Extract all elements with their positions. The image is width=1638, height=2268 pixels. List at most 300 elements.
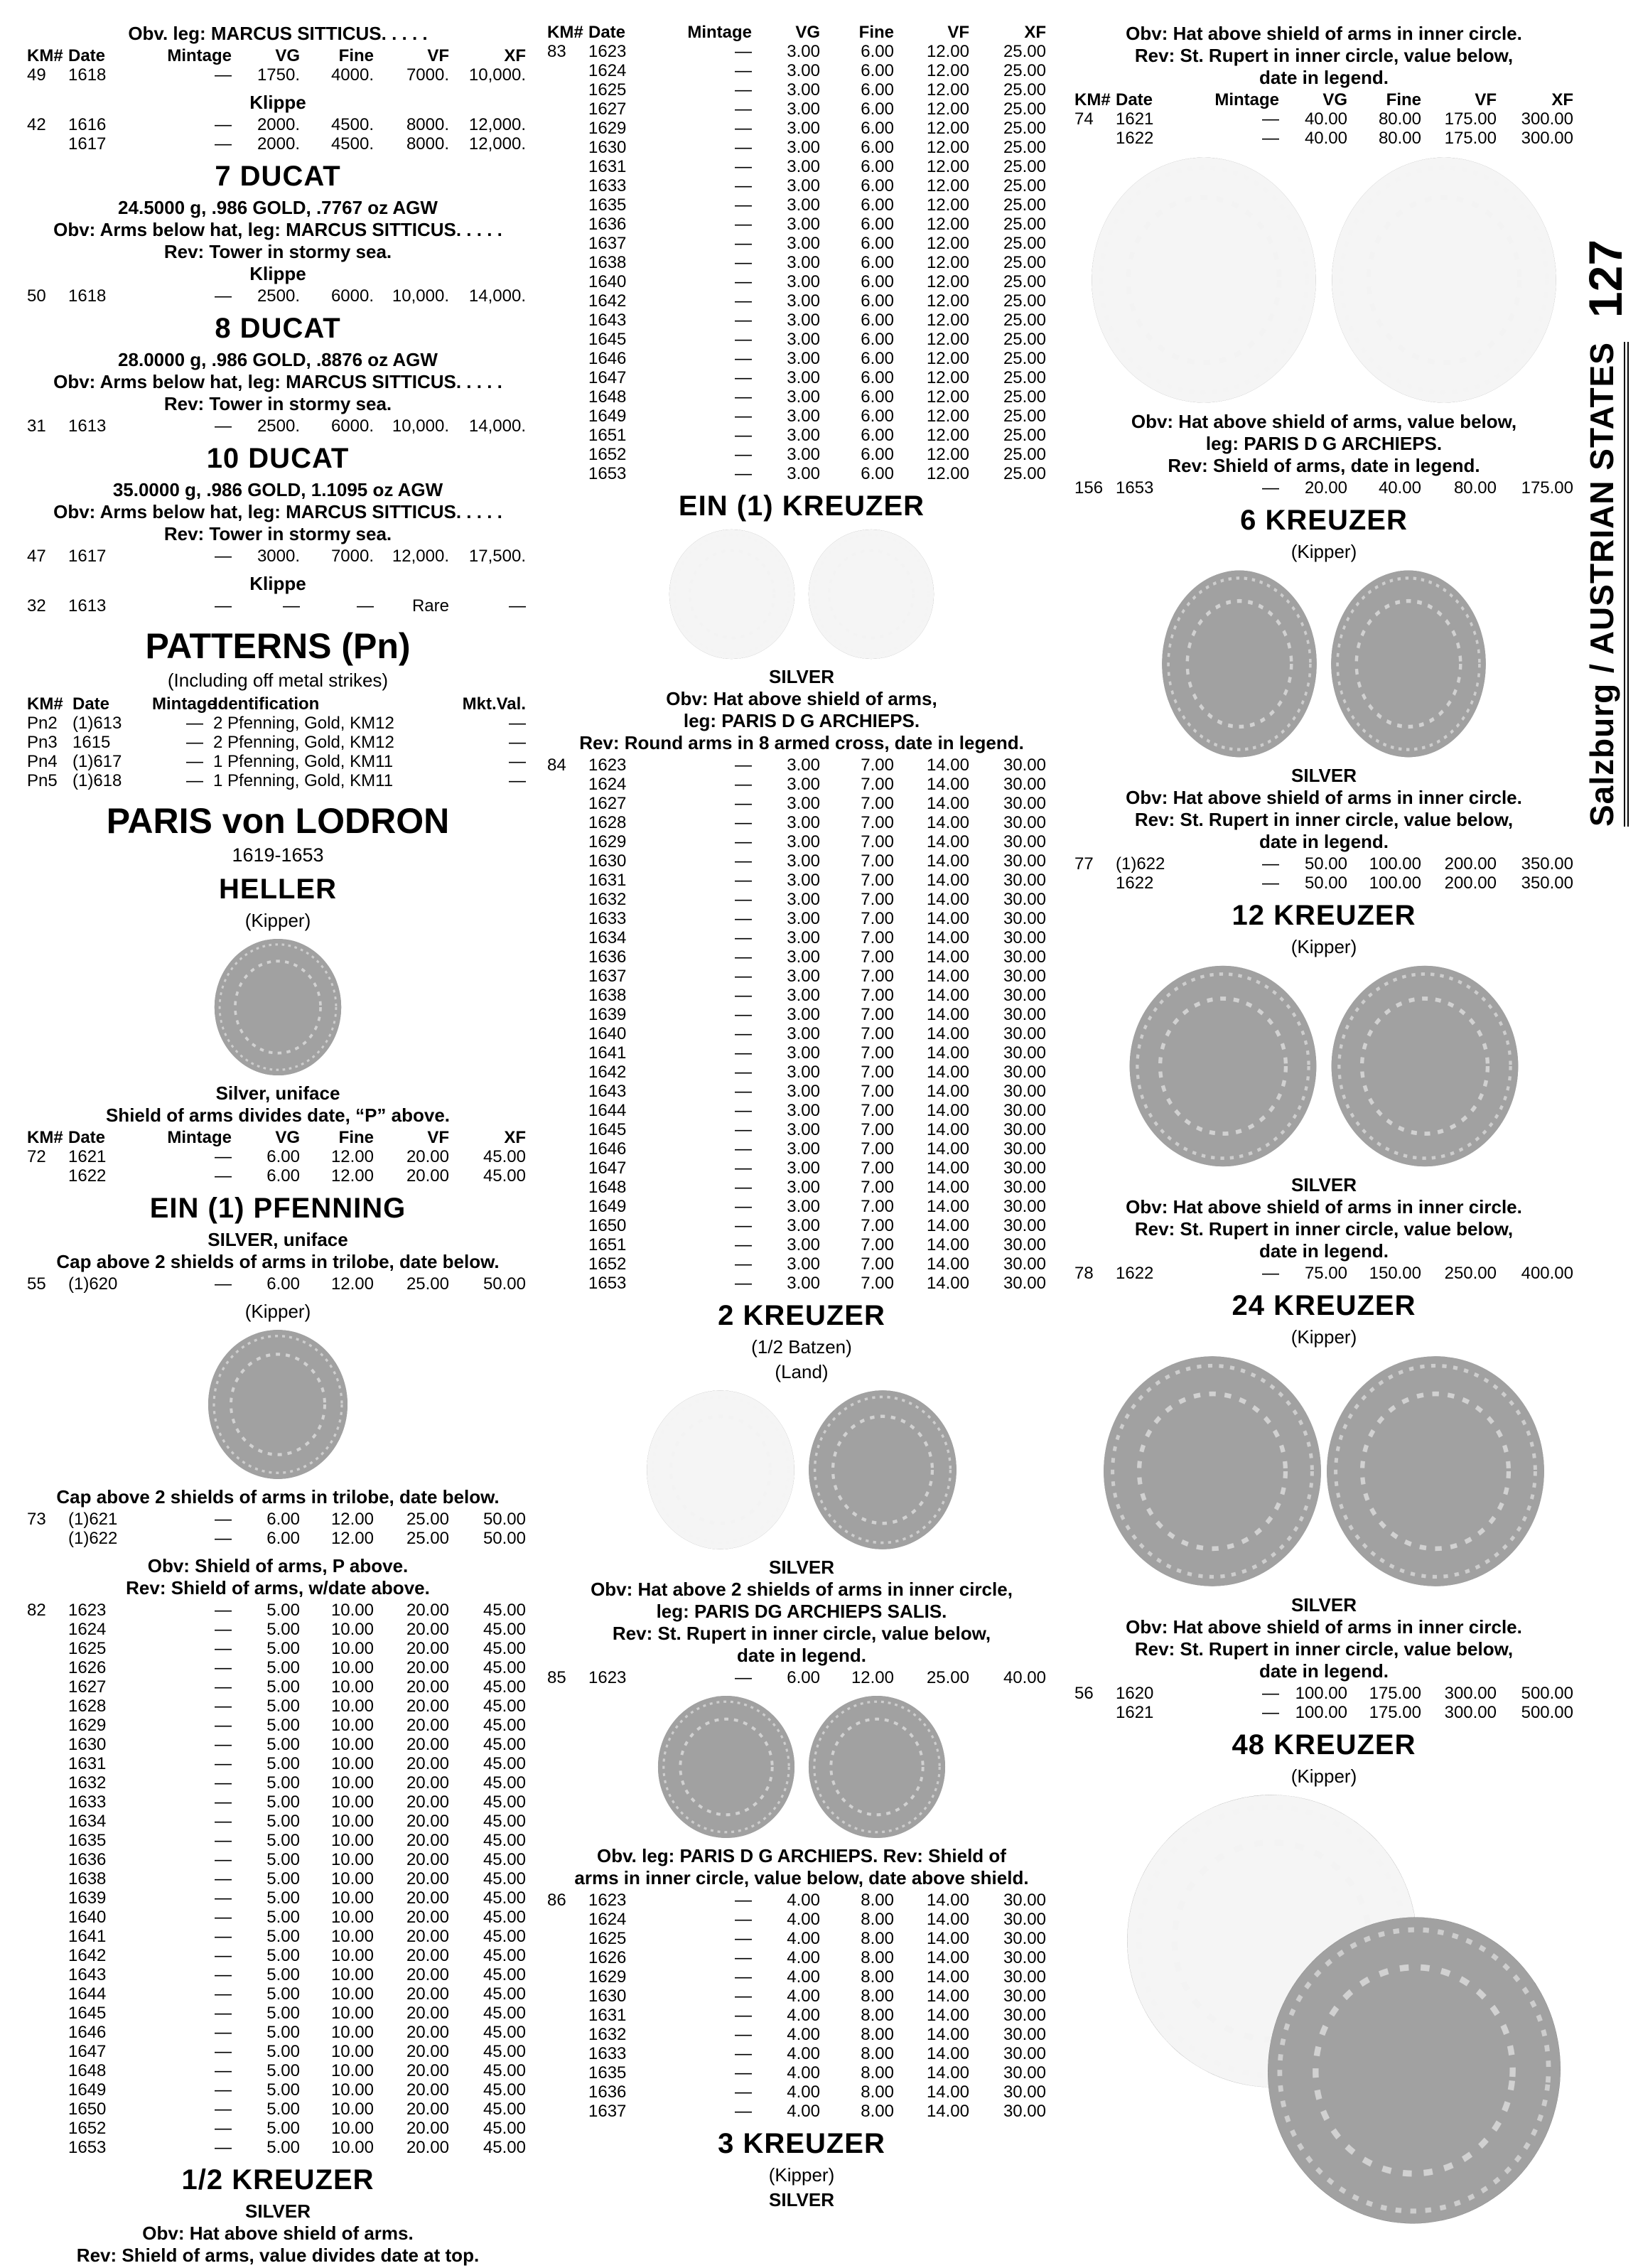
cell: 7.00 [861,1101,894,1120]
cell: 2000. [257,134,300,154]
cell: 12.00 [330,1274,374,1294]
cell: 73 [27,1510,46,1529]
cell: 12.00 [330,1166,374,1186]
description-line: Obv: Hat above shield of arms in inner circle. [1126,23,1522,44]
cell: — [735,2082,752,2102]
cell: — [215,1601,232,1620]
cell: 5.00 [266,1620,300,1639]
cell [547,1254,588,1274]
cell: 45.00 [483,1639,526,1658]
cell: — [215,1735,232,1754]
cell: 1634 [68,1812,107,1831]
cell: 1630 [588,138,627,157]
cell: 3.00 [787,272,820,291]
cell: 6000. [330,286,374,306]
cell: 14.00 [926,832,969,851]
cell: 3.00 [787,909,820,928]
cell: 5.00 [266,1888,300,1908]
rotated-header [1578,240,1632,827]
coin-images-overlapping [1074,1792,1573,2225]
cell: 80.00 [1453,478,1497,498]
table-row [27,115,529,134]
cell: 30.00 [1003,1159,1046,1178]
cell [27,2080,68,2100]
cell: 20.00 [406,1812,449,1831]
cell: 1648 [68,2061,107,2080]
cell: 12.00 [926,42,969,61]
cell: 3.00 [787,1235,820,1254]
cell: 250.00 [1444,1264,1497,1283]
cell: 10.00 [330,2042,374,2061]
description-line: leg: PARIS D G ARCHIEPS. [1205,433,1443,454]
cell: 6.00 [266,1529,300,1548]
cell: 32 [27,596,46,616]
cell: 1641 [68,1927,107,1946]
coin-description [547,666,1056,754]
cell: 300.00 [1444,1684,1497,1703]
cell [27,1793,68,1812]
cell: 14.00 [926,1159,969,1178]
cell: — [735,1668,752,1687]
column-header: XF [1024,23,1046,42]
cell [547,794,588,813]
column-header: Fine [338,46,374,65]
cell: 30.00 [1003,813,1046,832]
table-row [1074,1703,1573,1722]
cell: 500.00 [1521,1703,1573,1722]
section-title-10-ducat: 10 DUCAT [206,443,350,474]
cell: 3.00 [787,1216,820,1235]
cell: 1652 [588,445,627,464]
cell: — [735,80,752,100]
table-row [27,771,529,790]
cell: 1616 [68,115,107,134]
table-row [27,1850,529,1869]
table-row [547,253,1056,272]
coin-photo-obverse [645,1389,796,1551]
cell: 100.00 [1369,874,1421,893]
column-header: Mintage [152,694,217,714]
cell: 3.00 [787,1005,820,1024]
cell: 200.00 [1444,854,1497,874]
cell: 1617 [68,134,107,154]
cell [547,176,588,195]
subtitle-half-batzen: (1/2 Batzen) [751,1336,852,1358]
column-header: Mintage [1214,90,1279,109]
cell: — [735,775,752,794]
cell: 7.00 [861,794,894,813]
cell: 7.00 [861,1254,894,1274]
coin-description [27,1229,529,1273]
cell: — [215,1793,232,1812]
cell: 1624 [588,1910,627,1929]
cell: 7.00 [861,1216,894,1235]
cell: 14.00 [926,1178,969,1197]
column-header: XF [1551,90,1573,109]
cell: 1641 [588,1043,627,1063]
coin-images [547,1694,1056,1839]
table-row [27,2004,529,2023]
cell: 6.00 [787,1668,820,1687]
cell: 1625 [588,80,627,100]
description-line: Rev: Shield of arms, date in legend. [1168,455,1480,476]
cell: 6.00 [861,407,894,426]
cell: 45.00 [483,1166,526,1186]
cell: 30.00 [1003,2006,1046,2025]
cell [27,2023,68,2042]
cell: — [735,2006,752,2025]
cell: 6.00 [861,215,894,234]
cell: 14.00 [926,794,969,813]
cell: 4.00 [787,2044,820,2063]
cell: 20.00 [406,2004,449,2023]
cell: 45.00 [483,2080,526,2100]
cell: 7.00 [861,986,894,1005]
cell: — [215,1529,232,1548]
cell: 80.00 [1378,129,1421,148]
cell: — [735,157,752,176]
cell: 3.00 [787,986,820,1005]
cell: 30.00 [1003,2063,1046,2082]
table-row [547,1101,1056,1120]
cell: 12.00 [330,1529,374,1548]
cell: — [215,1677,232,1697]
cell: — [1262,1703,1279,1722]
cell [27,2100,68,2119]
cell [547,1197,588,1216]
ruler-title: PARIS von LODRON [106,801,450,841]
klippe-label: Klippe [249,573,306,594]
cell: 3.00 [787,138,820,157]
cell: 20.00 [406,1697,449,1716]
cell: 10.00 [330,1812,374,1831]
cell: 5.00 [266,1735,300,1754]
cell: — [735,311,752,330]
cell: 72 [27,1147,46,1166]
cell: 10.00 [330,2061,374,2080]
column-header: Mintage [167,46,232,65]
cell: 12.00 [926,100,969,119]
cell: 1643 [588,1082,627,1101]
kipper-label: (Kipper) [768,2164,835,2186]
table-row [547,407,1056,426]
cell: 25.00 [1003,157,1046,176]
cell: 5.00 [266,1754,300,1773]
cell [27,1735,68,1754]
price-table-km32 [27,596,529,616]
coin-description [27,349,529,415]
description-line: Rev: St. Rupert in inner circle, value below, [1134,809,1514,830]
cell [547,871,588,890]
cell: 25.00 [1003,234,1046,253]
cell: 45.00 [483,1754,526,1773]
cell: 14.00 [926,813,969,832]
silver-label: SILVER [769,2189,834,2210]
cell: 400.00 [1521,1264,1573,1283]
cell: 1633 [68,1793,107,1812]
cell: 30.00 [1003,1891,1046,1910]
cell: 14.00 [926,986,969,1005]
cell: 10.00 [330,2119,374,2138]
cell: 12.00 [926,387,969,407]
cell: 7.00 [861,1235,894,1254]
cell: — [735,832,752,851]
coin-photo-reverse [807,1389,958,1551]
coin-description [1074,411,1573,477]
cell [547,2044,588,2063]
coin-description [27,1555,529,1599]
cell: 20.00 [406,1946,449,1965]
description-line: Obv: Arms below hat, leg: MARCUS SITTICUS. . . . . [53,371,502,392]
cell: 74 [1074,109,1094,129]
cell: 45.00 [483,2042,526,2061]
description-line: Rev: Tower in stormy sea. [163,393,392,414]
cell [547,947,588,967]
cell: 5.00 [266,1850,300,1869]
cell: 1613 [68,596,107,616]
cell: 30.00 [1003,1235,1046,1254]
cell: 8.00 [861,1967,894,1987]
description-line: Rev: Tower in stormy sea. [163,241,392,262]
cell: 4.00 [787,1891,820,1910]
cell: 20.00 [406,2080,449,2100]
cell: — [215,2119,232,2138]
coin-photo [207,1328,349,1480]
cell: 20.00 [406,2023,449,2042]
kipper-label: (Kipper) [244,910,311,931]
cell: 12,000. [468,134,526,154]
cell: 30.00 [1003,832,1046,851]
coin-description [1074,1174,1573,1262]
table-row [27,2080,529,2100]
cell: 30.00 [1003,909,1046,928]
description-line: Rev: St. Rupert in inner circle, value below, [1134,45,1514,66]
cell: — [735,1024,752,1043]
cell: 1634 [588,928,627,947]
cell: 3.00 [787,1063,820,1082]
cell: — [735,1235,752,1254]
page-number: 127 [1579,239,1632,318]
cell: 8.00 [861,1987,894,2006]
cell [27,1754,68,1773]
cell: 30.00 [1003,1043,1046,1063]
cell: 6.00 [861,195,894,215]
cell: 1644 [588,1101,627,1120]
section-title-7-ducat: 7 DUCAT [215,161,341,192]
cell: 1632 [588,890,627,909]
cell: 30.00 [1003,2082,1046,2102]
description-line: date in legend. [1259,67,1389,88]
cell [547,1101,588,1120]
cell: 20.00 [406,1869,449,1888]
cell: — [215,1773,232,1793]
cell: — [215,2061,232,2080]
cell: — [735,1948,752,1967]
cell: 10.00 [330,1831,374,1850]
table-row [547,2063,1056,2082]
cell: 3.00 [787,1178,820,1197]
coin-photo-obverse [657,1694,796,1839]
cell: 7.00 [861,1274,894,1293]
cell: 1622 [1116,1264,1154,1283]
cell: (1)618 [72,771,122,790]
column-header: XF [504,1128,526,1147]
column-1 [27,21,529,2268]
cell: 14.00 [926,1120,969,1139]
cell: 20.00 [406,1965,449,1984]
description-line: Obv: Hat above shield of arms, [666,688,937,709]
cell: 14.00 [926,1063,969,1082]
cell: 25.00 [1003,368,1046,387]
cell: 14.00 [926,1987,969,2006]
cell [547,851,588,871]
coin-images [27,1328,529,1480]
cell: 45.00 [483,1946,526,1965]
cell: 78 [1074,1264,1094,1283]
cell: 300.00 [1521,109,1573,129]
cell [547,291,588,311]
section-title-2-kreuzer: 2 KREUZER [718,1300,885,1331]
cell: 86 [547,1891,566,1910]
cell: 1638 [588,986,627,1005]
cell: — [735,756,752,775]
coin-photo-reverse [807,528,935,660]
cell [27,1946,68,1965]
cell: 1646 [588,1139,627,1159]
cell: 7.00 [861,1197,894,1216]
column-header: Fine [858,23,894,42]
cell: 25.00 [1003,445,1046,464]
column-header: VF [427,1128,449,1147]
cell: 1653 [1116,478,1154,498]
cell: 6.00 [266,1147,300,1166]
cell: 1639 [68,1888,107,1908]
cell: 12.00 [926,253,969,272]
cell: 14.00 [926,1235,969,1254]
table-row [547,1891,1056,1910]
table-row [547,349,1056,368]
section-title-ein-pfenning: EIN (1) PFENNING [149,1193,406,1224]
klippe-label: Klippe [249,92,306,113]
cell: 77 [1074,854,1094,874]
cell: 3.00 [787,426,820,445]
cell: 45.00 [483,1831,526,1850]
cell: 8.00 [861,1910,894,1929]
cell: 7.00 [861,1120,894,1139]
column-header: VF [427,46,449,65]
coin-description [1074,23,1573,89]
cell: 7.00 [861,1159,894,1178]
cell: 6.00 [861,272,894,291]
table-row [547,2044,1056,2063]
table-row [27,286,529,306]
cell: 45.00 [483,1793,526,1812]
cell: 3.00 [787,1139,820,1159]
table-row [547,2025,1056,2044]
cell: — [1262,1684,1279,1703]
column-header: Date [588,23,626,42]
coin-photo-obverse [1160,569,1318,759]
cell [27,1639,68,1658]
cell: 3.00 [787,851,820,871]
cell [547,407,588,426]
cell: 14.00 [926,1024,969,1043]
cell: 5.00 [266,2061,300,2080]
kipper-label: (Kipper) [1291,1766,1357,1787]
cell: 55 [27,1274,46,1294]
cell [547,61,588,80]
cell: 40.00 [1003,1668,1046,1687]
cell: — [735,1063,752,1082]
cell: 3.00 [787,80,820,100]
table-row [27,1716,529,1735]
cell [547,1043,588,1063]
cell: 30.00 [1003,1910,1046,1929]
cell: 10.00 [330,1716,374,1735]
coin-images [1074,1354,1573,1589]
description-line: Rev: St. Rupert in inner circle, value below, [1134,1218,1514,1240]
cell: 30.00 [1003,1948,1046,1967]
cell: — [1262,1264,1279,1283]
cell [27,2138,68,2157]
cell [27,134,68,154]
cell: 10.00 [330,1697,374,1716]
price-table-km74 [1074,90,1573,148]
cell: 1638 [68,1869,107,1888]
cell: 3.00 [787,967,820,986]
column-header: Date [68,46,106,65]
cell: — [735,195,752,215]
cell: — [1262,109,1279,129]
cell: 20.00 [406,2138,449,2157]
cell [27,1850,68,1869]
cell: 45.00 [483,1984,526,2004]
table-header-row [27,694,529,714]
price-table-km78 [1074,1264,1573,1283]
cell: — [735,1101,752,1120]
cell: 3.00 [787,1159,820,1178]
table-row [547,234,1056,253]
cell: 5.00 [266,1927,300,1946]
cell: 7.00 [861,1005,894,1024]
column-2 [547,21,1056,2268]
cell: 4.00 [787,1910,820,1929]
cell: 20.00 [406,2119,449,2138]
kipper-label: (Kipper) [1291,936,1357,957]
cell: 1623 [588,42,627,61]
cell [1074,874,1116,893]
price-table-km73 [27,1510,529,1548]
table-row [27,1927,529,1946]
cell: — [735,1005,752,1024]
table-row [1074,1684,1573,1703]
cell: (1)621 [68,1510,118,1529]
cell: 1645 [588,330,627,349]
table-row [547,1139,1056,1159]
cell: — [186,733,203,752]
cell: 30.00 [1003,967,1046,986]
price-table-km31 [27,416,529,436]
cell: 3.00 [787,1274,820,1293]
cell [27,2119,68,2138]
cell: 1629 [588,1967,627,1987]
cell: 1652 [588,1254,627,1274]
coin-photo-obverse [1128,964,1318,1168]
table-row [547,775,1056,794]
cell: 20.00 [406,1677,449,1697]
coin-photo-reverse [807,1694,947,1839]
cell: 5.00 [266,1697,300,1716]
